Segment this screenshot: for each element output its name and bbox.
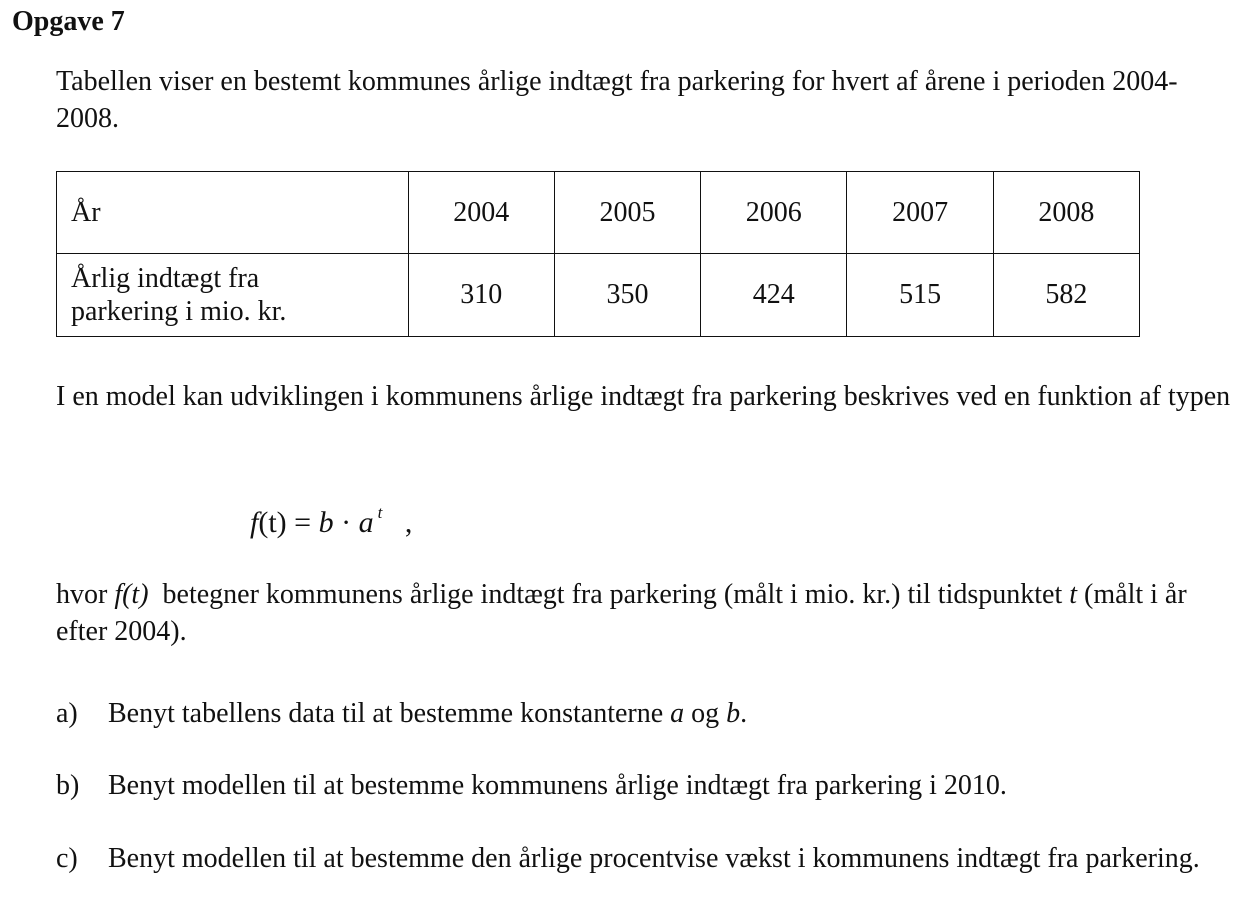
table-value-cell: 424 — [701, 254, 847, 337]
task-c-text: Benyt modellen til at bestemme den årlige procentvise vækst i kommunens indtægt fra parkering. — [108, 843, 1200, 874]
task-a — [56, 695, 1231, 732]
table-header-label: År — [57, 172, 409, 254]
table-year-cell: 2006 — [701, 172, 847, 254]
task-a-var-a: a — [670, 698, 685, 729]
table-value-cell: 350 — [554, 254, 700, 337]
task-c-letter: c) — [56, 843, 78, 874]
table-year-cell: 2005 — [554, 172, 700, 254]
table-row-values — [57, 254, 1140, 337]
task-c — [56, 840, 1231, 877]
task-b — [56, 767, 1231, 804]
formula-f: f — [250, 506, 259, 539]
table-value-cell: 582 — [993, 254, 1139, 337]
hvor-function: f(t) — [114, 579, 149, 610]
hvor-rest2: (målt i år efter 2004). — [56, 579, 1187, 647]
formula-equals: = — [294, 506, 312, 539]
formula-dot: · — [341, 506, 352, 539]
row-label-line2: parkering i mio. kr. — [71, 296, 287, 327]
hvor-t: t — [1069, 579, 1078, 610]
task-b-letter: b) — [56, 770, 80, 801]
task-a-pre: Benyt tabellens data til at bestemme konstanterne — [108, 698, 664, 729]
task-a-mid: og — [691, 698, 720, 729]
intro-paragraph: Tabellen viser en bestemt kommunes årlige indtægt fra parkering for hvert af årene i perioden 2004-2008. — [56, 66, 1178, 134]
data-table — [56, 171, 1140, 337]
table-year-cell: 2008 — [993, 172, 1139, 254]
model-formula — [250, 493, 412, 543]
formula-comma: , — [404, 506, 413, 539]
row-label-line1: Årlig indtægt fra — [71, 263, 260, 294]
table-row-label — [57, 254, 409, 337]
task-a-end: . — [740, 698, 748, 729]
formula-b: b — [318, 506, 334, 539]
table-year-cell: 2007 — [847, 172, 993, 254]
hvor-rest1: betegner kommunens årlige indtægt fra parkering (målt i mio. kr.) til tidspunktet — [162, 579, 1063, 610]
table-row-years — [57, 172, 1140, 254]
page-title: Opgave 7 — [12, 6, 125, 37]
task-b-text: Benyt modellen til at bestemme kommunens årlige indtægt fra parkering i 2010. — [108, 770, 1007, 801]
formula-exponent: t — [377, 503, 383, 522]
table-value-cell: 310 — [408, 254, 554, 337]
model-paragraph: I en model kan udviklingen i kommunens årlige indtægt fra parkering beskrives ved en funktion af typen — [56, 381, 1231, 412]
definition-paragraph — [56, 576, 1231, 650]
task-a-text — [108, 695, 1231, 732]
formula-arg: (t) — [258, 506, 287, 539]
formula-a: a — [358, 506, 374, 539]
table-value-cell: 515 — [847, 254, 993, 337]
table-year-cell: 2004 — [408, 172, 554, 254]
hvor-word: hvor — [56, 579, 108, 610]
task-a-var-b: b — [726, 698, 741, 729]
task-a-letter: a) — [56, 698, 78, 729]
